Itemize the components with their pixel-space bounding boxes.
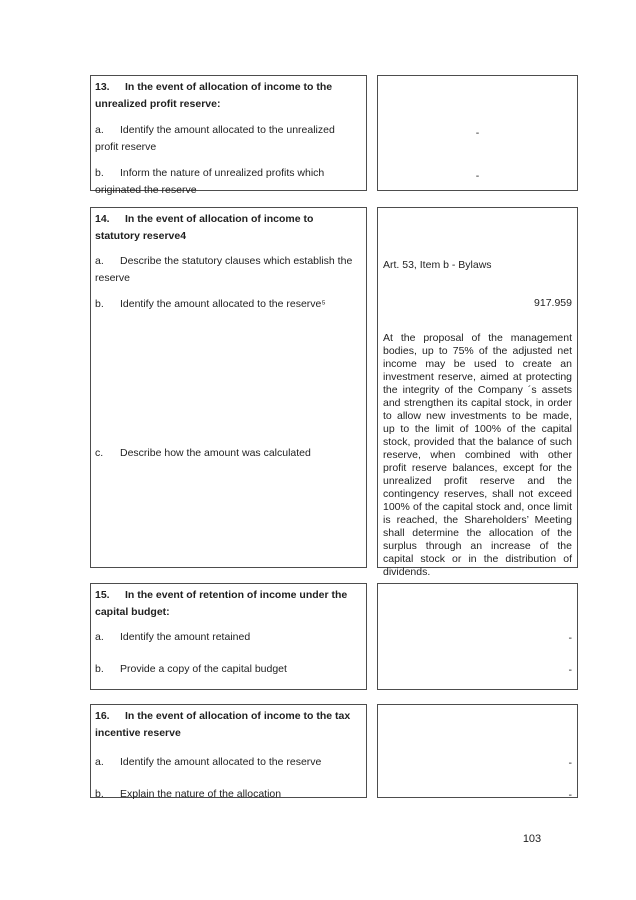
question-text: Identify the amount allocated to the reserve⁵ (120, 298, 326, 310)
item-15-number: 15. (95, 589, 110, 601)
item-13-question-b (95, 165, 360, 199)
item-13-number: 13. (95, 81, 110, 93)
table-14-answers (377, 207, 578, 578)
table-13-questions (90, 75, 367, 196)
item-16-number: 16. (95, 710, 110, 722)
question-letter: a. (95, 631, 104, 643)
answer-dash-b: - (475, 170, 480, 182)
item-14-question-a (95, 253, 360, 287)
item-13-question-a (95, 122, 360, 156)
question-letter: b. (95, 788, 104, 800)
item-14-title (95, 211, 360, 245)
answer-bylaws: Art. 53, Item b - Bylaws (383, 259, 492, 271)
item-14-title-text: In the event of allocation of income to statutory reserve4 (95, 213, 314, 242)
question-text: Describe the statutory clauses which establish the reserve (95, 255, 353, 284)
item-14-question-c (95, 445, 360, 462)
question-letter: b. (95, 298, 104, 310)
question-letter: a. (95, 124, 104, 136)
question-text: Identify the amount retained (120, 631, 251, 643)
item-15-question-b (95, 661, 360, 678)
page-number: 103 (522, 833, 542, 845)
item-14-number: 14. (95, 213, 110, 225)
table-15-questions (90, 583, 367, 690)
table-14-questions (90, 207, 367, 568)
item-16-title (95, 708, 360, 742)
table-16-questions (90, 704, 367, 798)
item-13-title (95, 79, 360, 113)
question-letter: b. (95, 663, 104, 675)
answer-amount: 917.959 (534, 297, 572, 309)
question-text: Inform the nature of unrealized profits which originated the reserve (95, 167, 325, 196)
table-16-answers (377, 704, 578, 801)
answer-dash-a: - (475, 127, 480, 139)
question-text: Explain the nature of the allocation (120, 788, 282, 800)
table-13-answers (377, 75, 578, 191)
question-text: Identify the amount allocated to the unrealized profit reserve (95, 124, 335, 153)
answer-dash-b: - (568, 664, 572, 676)
item-15-title (95, 587, 360, 621)
table-15-answers (377, 583, 578, 690)
answer-dash-b: - (568, 789, 572, 801)
item-14-question-b (95, 296, 360, 313)
item-16-title-text: In the event of allocation of income to the tax incentive reserve (95, 710, 351, 739)
item-15-title-text: In the event of retention of income under the capital budget: (95, 589, 348, 618)
answer-dash-a: - (568, 632, 572, 644)
answer-dash-a: - (568, 757, 572, 769)
question-text: Identify the amount allocated to the reserve (120, 756, 322, 768)
question-letter: b. (95, 167, 104, 179)
item-16-question-b (95, 786, 360, 803)
question-text: Describe how the amount was calculated (120, 447, 311, 459)
question-text: Provide a copy of the capital budget (120, 663, 287, 675)
question-letter: a. (95, 255, 104, 267)
answer-calculation-paragraph: At the proposal of the management bodies, up to 75% of the adjusted net income may be used to create an investment reserve, aimed at protecting the integrity of the Company ´s assets and strengthen its capital stock, in order to allow new investments to be made, up to the limit of 100% of the capital stock, provided that the balance of such reserve, when combined with other profit reserve balances, except for the unrealized profit reserve and the contingency reserves, shall not exceed 100% of the capital stock and, once limit is reached, the Shareholders’ Meeting shall determine the allocation of the surplus through an increase of the capital stock or in the distribution of dividends. (383, 332, 572, 578)
item-13-title-text: In the event of allocation of income to the unrealized profit reserve: (95, 81, 333, 110)
item-16-question-a (95, 754, 360, 771)
question-letter: a. (95, 756, 104, 768)
item-15-question-a (95, 629, 360, 646)
question-letter: c. (95, 447, 104, 459)
